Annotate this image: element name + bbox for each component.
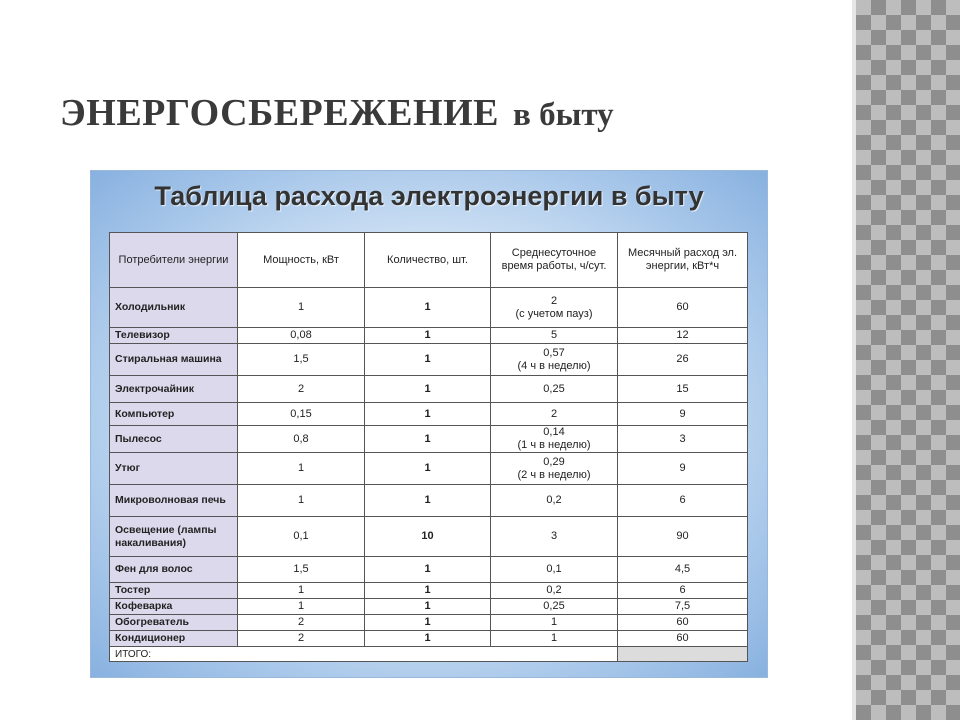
monthly-usage-cell: 7,5 — [618, 599, 748, 615]
consumer-name-cell: Электрочайник — [110, 376, 238, 403]
header-daily-time: Среднесуточное время работы, ч/сут. — [491, 233, 618, 288]
table-header-row — [110, 233, 748, 288]
daily-time-value: 3 — [550, 530, 558, 542]
consumer-name-cell: Освещение (лампы накаливания) — [110, 517, 238, 557]
daily-time-note: (2 ч в неделю) — [517, 468, 591, 481]
table-row — [110, 453, 748, 485]
slide-title — [60, 94, 614, 132]
table-row — [110, 403, 748, 426]
monthly-usage-cell: 9 — [618, 403, 748, 426]
table-row — [110, 583, 748, 599]
table-row — [110, 426, 748, 453]
daily-time-value: 0,14 — [543, 426, 565, 438]
consumer-name-cell: Обогреватель — [110, 615, 238, 631]
power-cell: 2 — [238, 376, 365, 403]
daily-time-cell — [491, 288, 618, 328]
decorative-checker-border — [856, 0, 960, 720]
daily-time-cell — [491, 485, 618, 517]
slide-title-sub: в быту — [513, 97, 614, 133]
daily-time-note: (с учетом пауз) — [515, 307, 593, 320]
daily-time-note: (1 ч в неделю) — [517, 439, 591, 451]
table-row — [110, 376, 748, 403]
consumer-name-cell: Компьютер — [110, 403, 238, 426]
daily-time-value: 2 — [550, 407, 558, 420]
monthly-usage-cell: 6 — [618, 485, 748, 517]
table-body — [110, 288, 748, 647]
table-row — [110, 517, 748, 557]
total-row — [110, 647, 748, 662]
quantity-cell: 1 — [365, 376, 491, 403]
header-quantity: Количество, шт. — [365, 233, 491, 288]
consumer-name-cell: Тостер — [110, 583, 238, 599]
power-cell: 0,15 — [238, 403, 365, 426]
consumer-name-cell: Холодильник — [110, 288, 238, 328]
consumer-name-cell: Утюг — [110, 453, 238, 485]
quantity-cell: 1 — [365, 453, 491, 485]
daily-time-note: (4 ч в неделю) — [517, 359, 591, 372]
power-cell: 0,1 — [238, 517, 365, 557]
consumer-name-cell: Пылесос — [110, 426, 238, 453]
daily-time-cell — [491, 615, 618, 631]
power-cell: 2 — [238, 615, 365, 631]
monthly-usage-cell: 4,5 — [618, 557, 748, 583]
header-monthly: Месячный расход эл. энергии, кВт*ч — [618, 233, 748, 288]
quantity-cell: 1 — [365, 557, 491, 583]
daily-time-cell — [491, 557, 618, 583]
consumer-name-cell: Микроволновая печь — [110, 485, 238, 517]
monthly-usage-cell: 12 — [618, 328, 748, 344]
header-consumer: Потребители энергии — [110, 233, 238, 288]
daily-time-cell — [491, 426, 618, 453]
monthly-usage-cell: 60 — [618, 288, 748, 328]
monthly-usage-cell: 90 — [618, 517, 748, 557]
table-row — [110, 631, 748, 647]
daily-time-value: 1 — [550, 616, 558, 628]
table-row — [110, 288, 748, 328]
header-power: Мощность, кВт — [238, 233, 365, 288]
total-value — [618, 647, 748, 662]
daily-time-value: 0,1 — [546, 563, 562, 575]
table-row — [110, 557, 748, 583]
quantity-cell: 1 — [365, 403, 491, 426]
power-cell: 2 — [238, 631, 365, 647]
daily-time-cell — [491, 583, 618, 599]
daily-time-cell — [491, 599, 618, 615]
table-panel — [90, 170, 768, 678]
daily-time-cell — [491, 631, 618, 647]
power-cell: 1 — [238, 288, 365, 328]
quantity-cell: 1 — [365, 631, 491, 647]
monthly-usage-cell: 60 — [618, 615, 748, 631]
daily-time-value: 0,2 — [546, 584, 562, 596]
quantity-cell: 1 — [365, 599, 491, 615]
total-label: ИТОГО: — [110, 647, 618, 662]
power-cell: 1 — [238, 453, 365, 485]
consumer-name-cell: Кофеварка — [110, 599, 238, 615]
table-title: Таблица расхода электроэнергии в быту — [154, 181, 704, 211]
quantity-cell: 1 — [365, 615, 491, 631]
monthly-usage-cell: 26 — [618, 344, 748, 376]
monthly-usage-cell: 9 — [618, 453, 748, 485]
daily-time-cell — [491, 453, 618, 485]
table-row — [110, 485, 748, 517]
daily-time-value: 0,25 — [543, 600, 565, 612]
consumer-name-cell: Телевизор — [110, 328, 238, 344]
quantity-cell: 1 — [365, 344, 491, 376]
monthly-usage-cell: 60 — [618, 631, 748, 647]
daily-time-value: 5 — [550, 329, 558, 341]
monthly-usage-cell: 3 — [618, 426, 748, 453]
daily-time-cell — [491, 403, 618, 426]
energy-table — [109, 232, 748, 662]
daily-time-cell — [491, 328, 618, 344]
monthly-usage-cell: 6 — [618, 583, 748, 599]
quantity-cell: 1 — [365, 583, 491, 599]
power-cell: 0,08 — [238, 328, 365, 344]
daily-time-value: 0,29 — [543, 455, 565, 468]
table-row — [110, 344, 748, 376]
slide-title-main: ЭНЕРГОСБЕРЕЖЕНИЕ — [60, 92, 499, 134]
daily-time-cell — [491, 517, 618, 557]
table-row — [110, 615, 748, 631]
daily-time-value: 0,57 — [543, 346, 565, 359]
daily-time-cell — [491, 376, 618, 403]
quantity-cell: 1 — [365, 328, 491, 344]
power-cell: 1,5 — [238, 344, 365, 376]
table-row — [110, 328, 748, 344]
daily-time-cell — [491, 344, 618, 376]
consumer-name-cell: Кондиционер — [110, 631, 238, 647]
monthly-usage-cell: 15 — [618, 376, 748, 403]
power-cell: 1 — [238, 599, 365, 615]
daily-time-value: 0,2 — [546, 494, 562, 506]
table-row — [110, 599, 748, 615]
power-cell: 0,8 — [238, 426, 365, 453]
consumer-name-cell: Стиральная машина — [110, 344, 238, 376]
daily-time-value: 2 — [550, 294, 558, 307]
daily-time-value: 1 — [550, 632, 558, 644]
power-cell: 1 — [238, 485, 365, 517]
power-cell: 1 — [238, 583, 365, 599]
quantity-cell: 1 — [365, 485, 491, 517]
quantity-cell: 10 — [365, 517, 491, 557]
daily-time-value: 0,25 — [543, 382, 565, 395]
consumer-name-cell: Фен для волос — [110, 557, 238, 583]
quantity-cell: 1 — [365, 288, 491, 328]
quantity-cell: 1 — [365, 426, 491, 453]
power-cell: 1,5 — [238, 557, 365, 583]
